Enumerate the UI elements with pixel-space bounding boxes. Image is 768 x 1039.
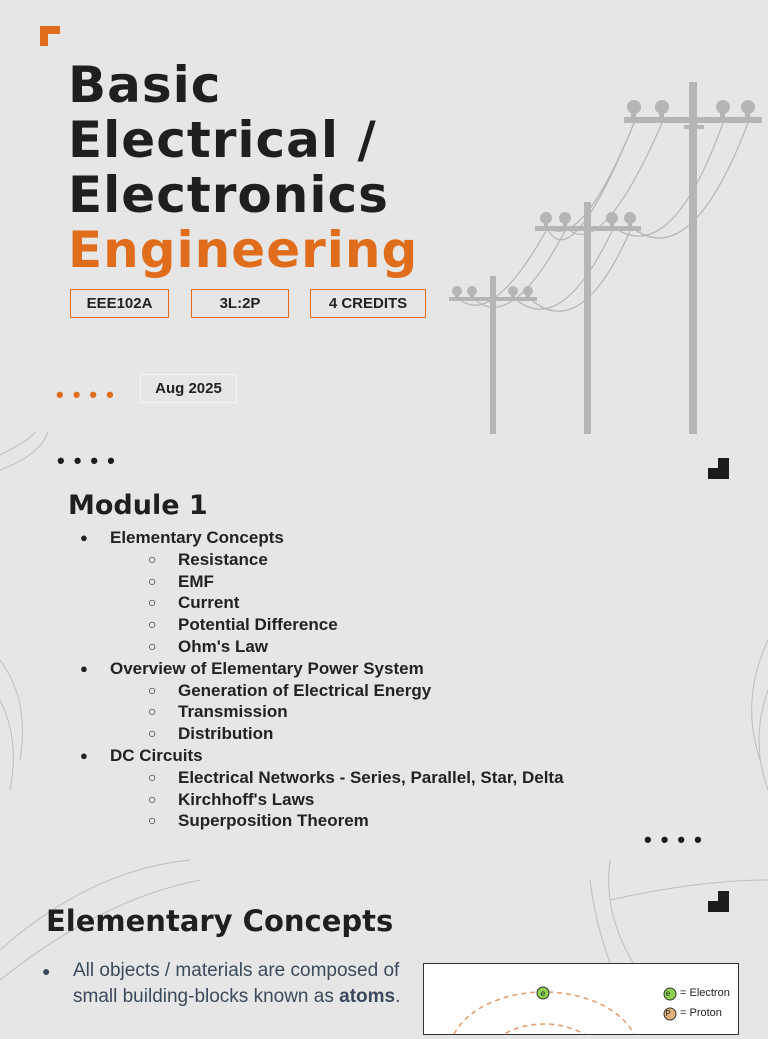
dots-decoration-orange: •••• — [56, 382, 123, 407]
title-line: Electronics — [68, 166, 389, 224]
outline-item — [80, 658, 564, 745]
page-title — [68, 58, 418, 278]
outline-subitem: ○ Potential Difference — [140, 614, 564, 636]
proton-legend: = Proton — [680, 1007, 722, 1019]
svg-text:e: e — [540, 989, 546, 998]
module-outline — [80, 527, 564, 832]
outline-subitem: ○ Ohm's Law — [140, 636, 564, 658]
title-line: Basic — [68, 56, 222, 114]
outline-subitem: ○ EMF — [140, 571, 564, 593]
bullet-text-end: . — [395, 986, 401, 1007]
outline-subitem: ○ Generation of Electrical Energy — [140, 680, 564, 702]
dots-decoration-dark: •••• — [644, 827, 711, 852]
proton-symbol: P — [665, 1009, 671, 1018]
hours-badge: 3L:2P — [191, 289, 289, 318]
course-code-badge: EEE102A — [70, 289, 169, 318]
title-accent-line: Engineering — [68, 221, 419, 279]
outline-subitem: ○ Distribution — [140, 723, 564, 745]
title-line: Electrical / — [68, 111, 377, 169]
credits-badge: 4 CREDITS — [310, 289, 426, 318]
outline-item — [80, 745, 564, 832]
outline-item — [80, 527, 564, 658]
dots-decoration-dark: •••• — [57, 448, 124, 473]
electron-symbol: e — [665, 989, 671, 998]
outline-subitem: ○ Electrical Networks - Series, Parallel, Star, Delta — [140, 767, 564, 789]
outline-item-label: Overview of Elementary Power System — [110, 658, 424, 678]
outline-subitem: ○ Transmission — [140, 701, 564, 723]
bullet-text: All objects / materials are composed of small building-blocks known as — [73, 960, 400, 1007]
section-title: Elementary Concepts — [46, 904, 394, 938]
power-lines-illustration — [440, 80, 768, 440]
outline-subitem: ○ Kirchhoff's Laws — [140, 789, 564, 811]
bullet-bold-text: atoms — [339, 986, 396, 1007]
outline-item-label: DC Circuits — [110, 745, 203, 765]
date-badge: Aug 2025 — [140, 374, 237, 403]
module-title: Module 1 — [68, 490, 208, 521]
electron-legend: = Electron — [680, 987, 730, 999]
outline-subitem: ○ Current — [140, 592, 564, 614]
outline-item-label: Elementary Concepts — [110, 528, 284, 547]
bullet-paragraph — [42, 958, 422, 1010]
bullet-icon: ● — [42, 963, 51, 979]
atom-diagram — [423, 963, 739, 1035]
outline-subitem: ○ Superposition Theorem — [140, 810, 564, 832]
outline-subitem: ○ Resistance — [140, 549, 564, 571]
